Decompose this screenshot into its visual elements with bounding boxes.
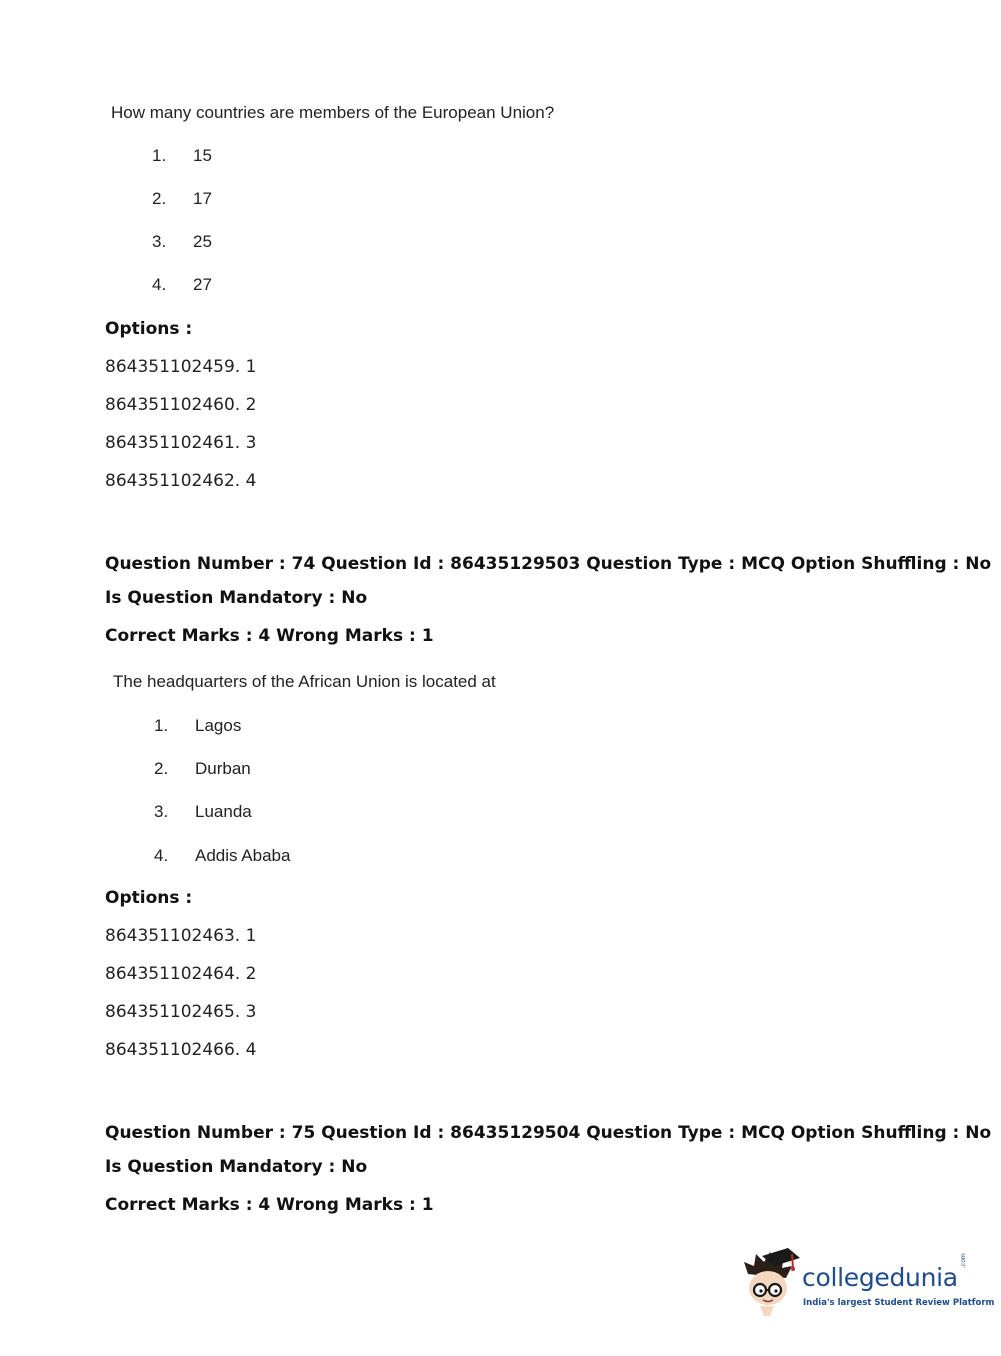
option-id: 864351102459. 1 [105, 357, 257, 377]
choice-number: 4. [154, 846, 169, 865]
choice-number: 4. [152, 275, 167, 294]
choice-number: 2. [154, 759, 169, 778]
choice-text: 27 [193, 275, 212, 294]
choice-number: 1. [152, 146, 167, 165]
logo-wordmark: collegedunia [802, 1263, 958, 1292]
question-header: Question Number : 74 Question Id : 86435129503 Question Type : MCQ Option Shuffling : No [105, 554, 992, 574]
options-label: Options : [105, 319, 193, 339]
choice-number: 3. [152, 232, 167, 251]
option-id: 864351102460. 2 [105, 395, 257, 415]
option-id: 864351102461. 3 [105, 433, 257, 453]
marks-line: Correct Marks : 4 Wrong Marks : 1 [105, 1195, 434, 1215]
option-id: 864351102462. 4 [105, 471, 257, 491]
choice-text: Lagos [195, 716, 242, 735]
collegedunia-logo [740, 1248, 995, 1318]
logo-tagline: India's largest Student Review Platform [803, 1298, 995, 1308]
choice-text: 17 [193, 189, 212, 208]
choice-number: 2. [152, 189, 167, 208]
mandatory-line: Is Question Mandatory : No [105, 1157, 368, 1177]
choice-text: Luanda [195, 802, 252, 821]
choice-text: 15 [193, 146, 212, 165]
option-id: 864351102464. 2 [105, 964, 257, 984]
choice-text: 25 [193, 232, 212, 251]
choice-number: 3. [154, 802, 169, 821]
choice-number: 1. [154, 716, 169, 735]
choice-text: Addis Ababa [195, 846, 291, 865]
logo-com: .com [960, 1253, 967, 1268]
question-text: The headquarters of the African Union is located at [113, 672, 496, 691]
option-id: 864351102463. 1 [105, 926, 257, 946]
question-text: How many countries are members of the European Union? [111, 103, 555, 122]
choice-text: Durban [195, 759, 251, 778]
option-id: 864351102465. 3 [105, 1002, 257, 1022]
question-header: Question Number : 75 Question Id : 86435129504 Question Type : MCQ Option Shuffling : No [105, 1123, 992, 1143]
mandatory-line: Is Question Mandatory : No [105, 588, 368, 608]
mascot-icon [740, 1248, 802, 1318]
option-id: 864351102466. 4 [105, 1040, 257, 1060]
marks-line: Correct Marks : 4 Wrong Marks : 1 [105, 626, 434, 646]
options-label: Options : [105, 888, 193, 908]
